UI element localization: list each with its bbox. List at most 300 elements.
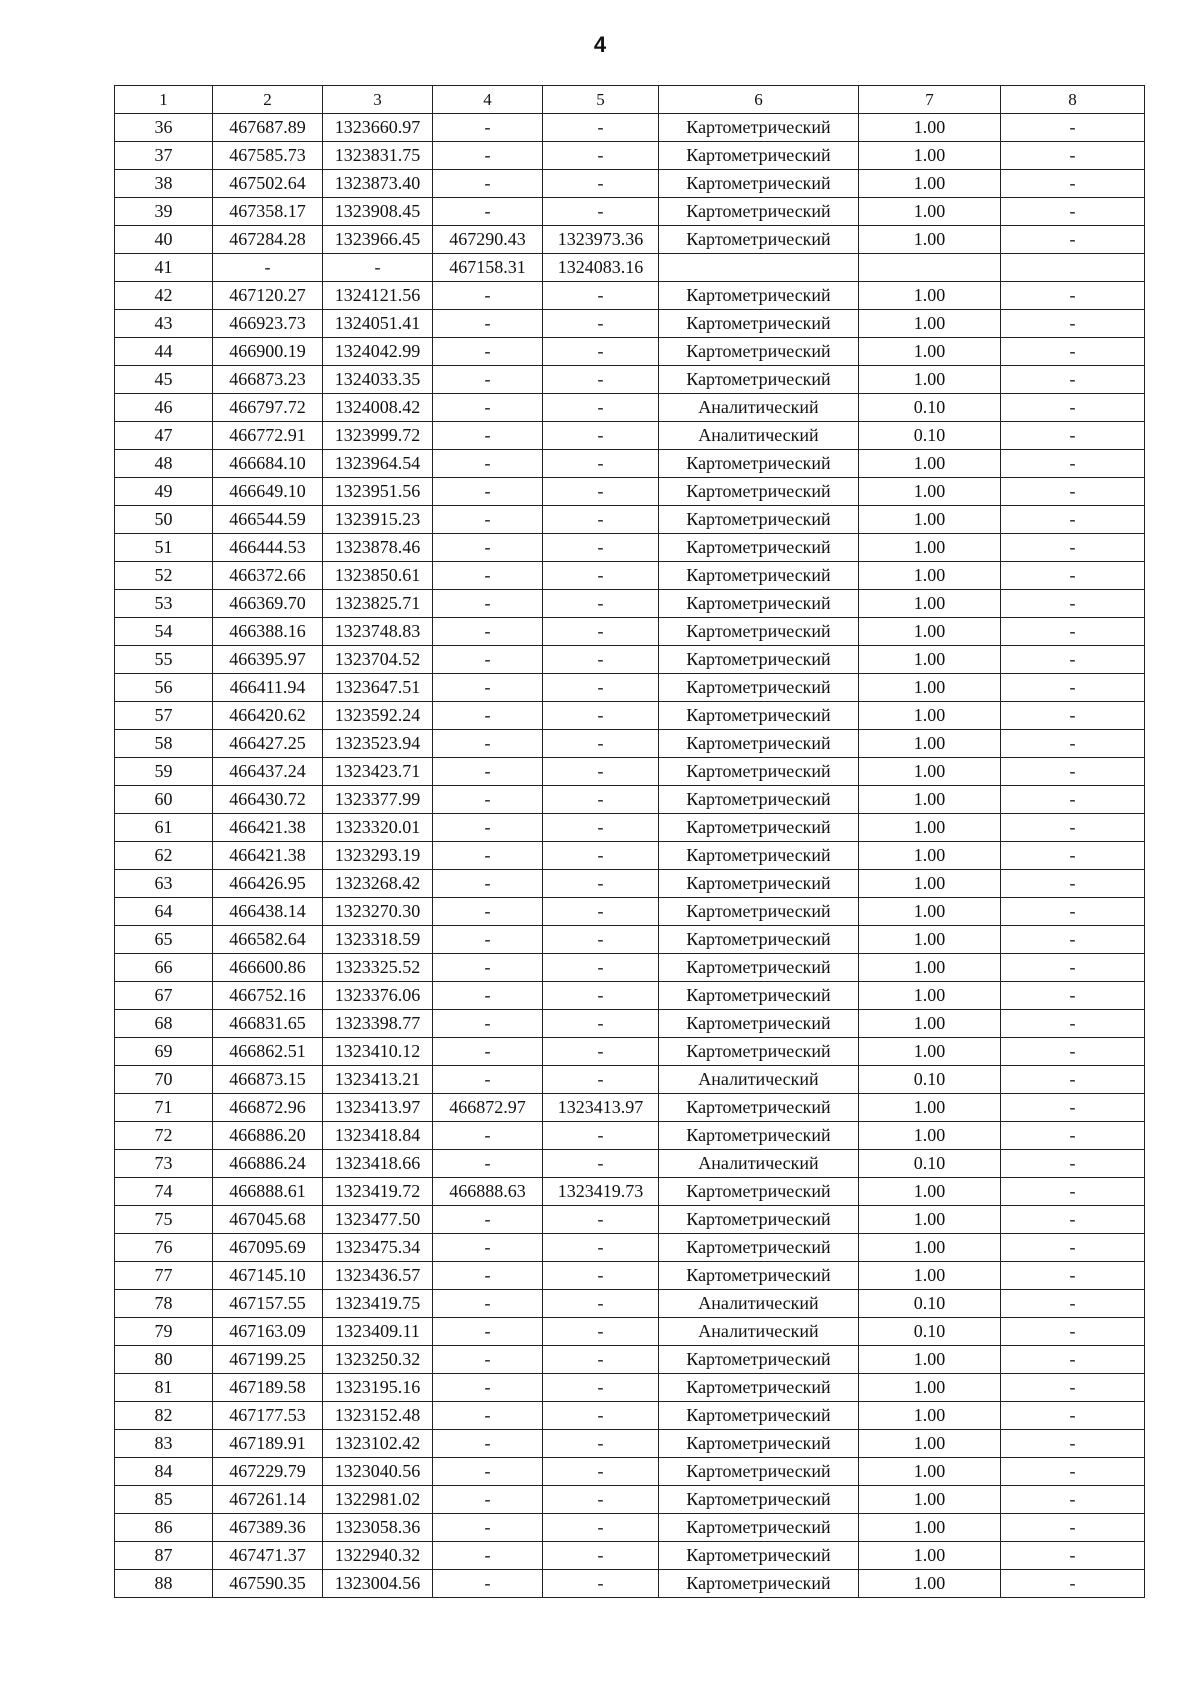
cell-x-coordinate: 467163.09 — [213, 1318, 323, 1346]
cell-point-number: 42 — [115, 282, 213, 310]
cell-accuracy: 1.00 — [859, 1458, 1001, 1486]
cell-y-coordinate: 1323951.56 — [323, 478, 433, 506]
table-row — [115, 1038, 1145, 1066]
cell-accuracy: 1.00 — [859, 1262, 1001, 1290]
cell-point-number: 82 — [115, 1402, 213, 1430]
cell-point-number: 56 — [115, 674, 213, 702]
table-header-row — [115, 86, 1145, 114]
cell-x-coordinate: 467585.73 — [213, 142, 323, 170]
cell-y-coordinate: 1323040.56 — [323, 1458, 433, 1486]
cell-method: Картометрический — [659, 1374, 859, 1402]
table-row — [115, 506, 1145, 534]
table-row — [115, 1262, 1145, 1290]
cell-description: - — [1001, 702, 1145, 730]
table-row — [115, 478, 1145, 506]
table-row — [115, 926, 1145, 954]
cell-x-coordinate: 467177.53 — [213, 1402, 323, 1430]
cell-accuracy: 1.00 — [859, 1570, 1001, 1598]
cell-x-new-coordinate: - — [433, 870, 543, 898]
cell-x-new-coordinate: - — [433, 1010, 543, 1038]
cell-description: - — [1001, 1374, 1145, 1402]
cell-y-coordinate: 1323410.12 — [323, 1038, 433, 1066]
cell-point-number: 47 — [115, 422, 213, 450]
cell-method: Картометрический — [659, 450, 859, 478]
cell-y-coordinate: 1323704.52 — [323, 646, 433, 674]
cell-accuracy: 1.00 — [859, 1514, 1001, 1542]
cell-x-new-coordinate: - — [433, 282, 543, 310]
cell-accuracy: 1.00 — [859, 870, 1001, 898]
table-row — [115, 1430, 1145, 1458]
cell-accuracy: 1.00 — [859, 310, 1001, 338]
cell-x-new-coordinate: - — [433, 1486, 543, 1514]
cell-x-new-coordinate: - — [433, 394, 543, 422]
cell-point-number: 75 — [115, 1206, 213, 1234]
cell-accuracy: 1.00 — [859, 450, 1001, 478]
cell-point-number: 66 — [115, 954, 213, 982]
column-header: 2 — [213, 86, 323, 114]
cell-method: Картометрический — [659, 590, 859, 618]
cell-x-coordinate: 467120.27 — [213, 282, 323, 310]
cell-accuracy: 1.00 — [859, 1178, 1001, 1206]
cell-method: Картометрический — [659, 478, 859, 506]
cell-x-coordinate: 467199.25 — [213, 1346, 323, 1374]
cell-x-coordinate: 466772.91 — [213, 422, 323, 450]
cell-x-coordinate: 467045.68 — [213, 1206, 323, 1234]
cell-method: Картометрический — [659, 226, 859, 254]
cell-accuracy: 1.00 — [859, 590, 1001, 618]
cell-x-coordinate: 466600.86 — [213, 954, 323, 982]
cell-method: Картометрический — [659, 282, 859, 310]
cell-point-number: 40 — [115, 226, 213, 254]
cell-description: - — [1001, 534, 1145, 562]
cell-accuracy: 1.00 — [859, 842, 1001, 870]
cell-y-new-coordinate: - — [543, 114, 659, 142]
cell-x-new-coordinate: - — [433, 730, 543, 758]
table-row — [115, 618, 1145, 646]
cell-x-coordinate: 466427.25 — [213, 730, 323, 758]
cell-x-new-coordinate: - — [433, 618, 543, 646]
cell-y-new-coordinate: - — [543, 1290, 659, 1318]
cell-point-number: 53 — [115, 590, 213, 618]
cell-accuracy: 0.10 — [859, 1318, 1001, 1346]
cell-x-new-coordinate: - — [433, 1402, 543, 1430]
cell-point-number: 59 — [115, 758, 213, 786]
cell-description: - — [1001, 1430, 1145, 1458]
cell-method — [659, 254, 859, 282]
cell-point-number: 83 — [115, 1430, 213, 1458]
cell-method: Картометрический — [659, 338, 859, 366]
cell-x-coordinate: 466923.73 — [213, 310, 323, 338]
cell-y-new-coordinate: - — [543, 1402, 659, 1430]
cell-y-coordinate: 1323423.71 — [323, 758, 433, 786]
cell-x-new-coordinate: - — [433, 366, 543, 394]
cell-y-coordinate: 1323318.59 — [323, 926, 433, 954]
cell-y-coordinate: 1323250.32 — [323, 1346, 433, 1374]
cell-description: - — [1001, 898, 1145, 926]
cell-accuracy: 0.10 — [859, 1066, 1001, 1094]
table-row — [115, 1514, 1145, 1542]
cell-accuracy: 1.00 — [859, 954, 1001, 982]
cell-x-coordinate: 466900.19 — [213, 338, 323, 366]
cell-accuracy: 1.00 — [859, 1374, 1001, 1402]
cell-x-new-coordinate: 467158.31 — [433, 254, 543, 282]
cell-method: Картометрический — [659, 1206, 859, 1234]
cell-description: - — [1001, 1150, 1145, 1178]
cell-method: Картометрический — [659, 1346, 859, 1374]
table-row — [115, 702, 1145, 730]
page-number: 4 — [593, 32, 607, 57]
cell-method: Картометрический — [659, 1542, 859, 1570]
cell-x-new-coordinate: - — [433, 1234, 543, 1262]
cell-description: - — [1001, 1486, 1145, 1514]
cell-point-number: 61 — [115, 814, 213, 842]
cell-x-new-coordinate: - — [433, 1262, 543, 1290]
cell-y-new-coordinate: - — [543, 758, 659, 786]
cell-x-new-coordinate: - — [433, 1066, 543, 1094]
cell-y-coordinate: 1323293.19 — [323, 842, 433, 870]
cell-description: - — [1001, 842, 1145, 870]
table-row — [115, 394, 1145, 422]
cell-method: Картометрический — [659, 1178, 859, 1206]
cell-y-coordinate: 1323660.97 — [323, 114, 433, 142]
cell-description: - — [1001, 1570, 1145, 1598]
cell-point-number: 86 — [115, 1514, 213, 1542]
cell-y-coordinate: 1323419.75 — [323, 1290, 433, 1318]
cell-method: Картометрический — [659, 926, 859, 954]
cell-accuracy: 1.00 — [859, 982, 1001, 1010]
cell-x-coordinate: 467229.79 — [213, 1458, 323, 1486]
cell-y-coordinate: 1323647.51 — [323, 674, 433, 702]
cell-y-new-coordinate: 1323413.97 — [543, 1094, 659, 1122]
cell-x-new-coordinate: - — [433, 506, 543, 534]
cell-method: Картометрический — [659, 506, 859, 534]
cell-accuracy: 1.00 — [859, 1402, 1001, 1430]
cell-x-coordinate: 466421.38 — [213, 842, 323, 870]
cell-x-coordinate: 466395.97 — [213, 646, 323, 674]
cell-method: Картометрический — [659, 142, 859, 170]
cell-method: Картометрический — [659, 898, 859, 926]
table-row — [115, 1290, 1145, 1318]
cell-method: Картометрический — [659, 1094, 859, 1122]
cell-accuracy: 0.10 — [859, 1290, 1001, 1318]
table-row — [115, 898, 1145, 926]
cell-description: - — [1001, 590, 1145, 618]
cell-method: Картометрический — [659, 366, 859, 394]
cell-y-coordinate: 1323398.77 — [323, 1010, 433, 1038]
cell-accuracy: 1.00 — [859, 646, 1001, 674]
table-row — [115, 534, 1145, 562]
cell-y-new-coordinate: - — [543, 1514, 659, 1542]
cell-y-new-coordinate: - — [543, 478, 659, 506]
cell-accuracy: 1.00 — [859, 114, 1001, 142]
table-row — [115, 954, 1145, 982]
cell-description: - — [1001, 1010, 1145, 1038]
table-row — [115, 1178, 1145, 1206]
cell-method: Картометрический — [659, 954, 859, 982]
cell-x-new-coordinate: 467290.43 — [433, 226, 543, 254]
cell-accuracy: 1.00 — [859, 282, 1001, 310]
cell-description: - — [1001, 478, 1145, 506]
cell-x-new-coordinate: - — [433, 310, 543, 338]
cell-y-new-coordinate: - — [543, 618, 659, 646]
cell-x-coordinate: 466420.62 — [213, 702, 323, 730]
table-row — [115, 1234, 1145, 1262]
cell-method: Картометрический — [659, 1570, 859, 1598]
cell-description: - — [1001, 1122, 1145, 1150]
cell-description: - — [1001, 1178, 1145, 1206]
cell-y-new-coordinate: - — [543, 1010, 659, 1038]
cell-accuracy: 1.00 — [859, 702, 1001, 730]
cell-y-new-coordinate: - — [543, 310, 659, 338]
cell-accuracy: 1.00 — [859, 618, 1001, 646]
cell-x-new-coordinate: - — [433, 450, 543, 478]
cell-description: - — [1001, 1262, 1145, 1290]
cell-accuracy: 1.00 — [859, 730, 1001, 758]
cell-x-coordinate: 466886.24 — [213, 1150, 323, 1178]
cell-y-coordinate: 1323873.40 — [323, 170, 433, 198]
cell-x-coordinate: 466372.66 — [213, 562, 323, 590]
cell-point-number: 44 — [115, 338, 213, 366]
cell-method: Картометрический — [659, 982, 859, 1010]
table-row — [115, 198, 1145, 226]
cell-x-new-coordinate: - — [433, 422, 543, 450]
cell-point-number: 74 — [115, 1178, 213, 1206]
cell-accuracy: 1.00 — [859, 1486, 1001, 1514]
cell-accuracy: 1.00 — [859, 1094, 1001, 1122]
cell-y-new-coordinate: - — [543, 898, 659, 926]
cell-x-new-coordinate: - — [433, 646, 543, 674]
table-row — [115, 254, 1145, 282]
cell-description: - — [1001, 562, 1145, 590]
cell-accuracy: 1.00 — [859, 926, 1001, 954]
cell-description: - — [1001, 954, 1145, 982]
cell-description: - — [1001, 1514, 1145, 1542]
cell-accuracy: 1.00 — [859, 1542, 1001, 1570]
cell-point-number: 81 — [115, 1374, 213, 1402]
cell-method: Картометрический — [659, 674, 859, 702]
cell-point-number: 63 — [115, 870, 213, 898]
cell-y-new-coordinate: - — [543, 1066, 659, 1094]
cell-y-coordinate: 1323102.42 — [323, 1430, 433, 1458]
table-row — [115, 1206, 1145, 1234]
cell-accuracy: 1.00 — [859, 814, 1001, 842]
cell-x-coordinate: 466369.70 — [213, 590, 323, 618]
table-row — [115, 1010, 1145, 1038]
cell-y-coordinate: 1323376.06 — [323, 982, 433, 1010]
cell-x-new-coordinate: - — [433, 674, 543, 702]
cell-x-new-coordinate: - — [433, 982, 543, 1010]
cell-y-new-coordinate: - — [543, 282, 659, 310]
table-row — [115, 1570, 1145, 1598]
cell-y-coordinate: 1323748.83 — [323, 618, 433, 646]
cell-accuracy: 1.00 — [859, 142, 1001, 170]
cell-y-new-coordinate: - — [543, 870, 659, 898]
cell-method: Картометрический — [659, 1486, 859, 1514]
cell-point-number: 55 — [115, 646, 213, 674]
cell-y-new-coordinate: - — [543, 338, 659, 366]
cell-accuracy: 1.00 — [859, 366, 1001, 394]
cell-description: - — [1001, 114, 1145, 142]
cell-accuracy — [859, 254, 1001, 282]
cell-y-new-coordinate: - — [543, 1038, 659, 1066]
cell-x-coordinate: 466388.16 — [213, 618, 323, 646]
cell-description: - — [1001, 282, 1145, 310]
table-row — [115, 1402, 1145, 1430]
cell-point-number: 77 — [115, 1262, 213, 1290]
cell-point-number: 36 — [115, 114, 213, 142]
cell-accuracy: 1.00 — [859, 1206, 1001, 1234]
cell-description: - — [1001, 1094, 1145, 1122]
cell-point-number: 41 — [115, 254, 213, 282]
cell-x-new-coordinate: - — [433, 842, 543, 870]
cell-point-number: 49 — [115, 478, 213, 506]
table-row — [115, 226, 1145, 254]
cell-description: - — [1001, 142, 1145, 170]
cell-y-coordinate: 1323964.54 — [323, 450, 433, 478]
cell-y-new-coordinate: - — [543, 1430, 659, 1458]
cell-y-coordinate: 1322940.32 — [323, 1542, 433, 1570]
cell-x-new-coordinate: - — [433, 1458, 543, 1486]
cell-method: Картометрический — [659, 1514, 859, 1542]
cell-y-coordinate: 1323908.45 — [323, 198, 433, 226]
cell-method: Картометрический — [659, 730, 859, 758]
cell-x-new-coordinate: - — [433, 926, 543, 954]
table-row — [115, 646, 1145, 674]
cell-y-new-coordinate: - — [543, 422, 659, 450]
cell-method: Картометрический — [659, 1262, 859, 1290]
cell-description: - — [1001, 926, 1145, 954]
cell-description: - — [1001, 786, 1145, 814]
cell-y-new-coordinate: - — [543, 142, 659, 170]
cell-description: - — [1001, 674, 1145, 702]
cell-method: Картометрический — [659, 562, 859, 590]
cell-method: Картометрический — [659, 1430, 859, 1458]
cell-x-new-coordinate: - — [433, 1318, 543, 1346]
table-row — [115, 114, 1145, 142]
cell-y-coordinate: 1323409.11 — [323, 1318, 433, 1346]
cell-accuracy: 1.00 — [859, 562, 1001, 590]
cell-point-number: 54 — [115, 618, 213, 646]
table-row — [115, 310, 1145, 338]
cell-x-coordinate: 467284.28 — [213, 226, 323, 254]
cell-method: Картометрический — [659, 114, 859, 142]
cell-point-number: 52 — [115, 562, 213, 590]
cell-x-coordinate: 466649.10 — [213, 478, 323, 506]
cell-x-coordinate: 466444.53 — [213, 534, 323, 562]
table-row — [115, 562, 1145, 590]
table-row — [115, 730, 1145, 758]
cell-y-new-coordinate: - — [543, 1346, 659, 1374]
cell-y-new-coordinate: - — [543, 1122, 659, 1150]
cell-method: Картометрический — [659, 198, 859, 226]
cell-y-new-coordinate: - — [543, 1206, 659, 1234]
cell-accuracy: 1.00 — [859, 506, 1001, 534]
cell-point-number: 64 — [115, 898, 213, 926]
cell-description: - — [1001, 982, 1145, 1010]
cell-y-new-coordinate: - — [543, 1458, 659, 1486]
cell-y-coordinate: 1323418.66 — [323, 1150, 433, 1178]
cell-point-number: 50 — [115, 506, 213, 534]
table-row — [115, 1122, 1145, 1150]
cell-y-coordinate: 1324008.42 — [323, 394, 433, 422]
cell-y-new-coordinate: - — [543, 562, 659, 590]
cell-x-coordinate: 466544.59 — [213, 506, 323, 534]
cell-x-coordinate: 467189.91 — [213, 1430, 323, 1458]
cell-x-new-coordinate: 466872.97 — [433, 1094, 543, 1122]
cell-method: Аналитический — [659, 422, 859, 450]
column-header: 3 — [323, 86, 433, 114]
cell-x-new-coordinate: - — [433, 478, 543, 506]
cell-x-coordinate: 466421.38 — [213, 814, 323, 842]
cell-y-coordinate: 1323058.36 — [323, 1514, 433, 1542]
coordinates-table-container — [114, 85, 1144, 1598]
cell-x-coordinate: 466831.65 — [213, 1010, 323, 1038]
cell-accuracy: 1.00 — [859, 786, 1001, 814]
cell-y-coordinate: 1324042.99 — [323, 338, 433, 366]
cell-y-new-coordinate: - — [543, 450, 659, 478]
cell-method: Картометрический — [659, 1234, 859, 1262]
cell-x-new-coordinate: - — [433, 1290, 543, 1318]
cell-accuracy: 0.10 — [859, 1150, 1001, 1178]
cell-method: Аналитический — [659, 394, 859, 422]
cell-description: - — [1001, 310, 1145, 338]
cell-y-new-coordinate: - — [543, 646, 659, 674]
cell-y-coordinate: 1323477.50 — [323, 1206, 433, 1234]
cell-x-new-coordinate: - — [433, 1542, 543, 1570]
cell-y-coordinate: 1324051.41 — [323, 310, 433, 338]
cell-description: - — [1001, 506, 1145, 534]
cell-x-new-coordinate: - — [433, 1038, 543, 1066]
cell-accuracy: 0.10 — [859, 394, 1001, 422]
cell-y-coordinate: - — [323, 254, 433, 282]
cell-y-new-coordinate: - — [543, 702, 659, 730]
cell-x-coordinate: 466426.95 — [213, 870, 323, 898]
cell-accuracy: 1.00 — [859, 1430, 1001, 1458]
cell-y-coordinate: 1323195.16 — [323, 1374, 433, 1402]
cell-y-new-coordinate: - — [543, 170, 659, 198]
cell-x-new-coordinate: - — [433, 170, 543, 198]
table-body — [115, 114, 1145, 1598]
cell-y-new-coordinate: - — [543, 842, 659, 870]
cell-x-new-coordinate: 466888.63 — [433, 1178, 543, 1206]
cell-y-coordinate: 1323831.75 — [323, 142, 433, 170]
cell-y-coordinate: 1323377.99 — [323, 786, 433, 814]
cell-point-number: 45 — [115, 366, 213, 394]
cell-description: - — [1001, 1206, 1145, 1234]
cell-y-coordinate: 1323592.24 — [323, 702, 433, 730]
cell-description: - — [1001, 618, 1145, 646]
table-row — [115, 450, 1145, 478]
cell-point-number: 51 — [115, 534, 213, 562]
cell-y-new-coordinate: - — [543, 1570, 659, 1598]
cell-accuracy: 1.00 — [859, 674, 1001, 702]
table-row — [115, 1318, 1145, 1346]
table-row — [115, 982, 1145, 1010]
cell-x-new-coordinate: - — [433, 534, 543, 562]
cell-x-coordinate: 466752.16 — [213, 982, 323, 1010]
cell-x-new-coordinate: - — [433, 1346, 543, 1374]
cell-x-coordinate: 466411.94 — [213, 674, 323, 702]
cell-method: Картометрический — [659, 702, 859, 730]
cell-point-number: 67 — [115, 982, 213, 1010]
cell-method: Картометрический — [659, 842, 859, 870]
cell-accuracy: 1.00 — [859, 170, 1001, 198]
table-row — [115, 338, 1145, 366]
cell-description: - — [1001, 366, 1145, 394]
cell-description: - — [1001, 198, 1145, 226]
cell-x-coordinate: 467471.37 — [213, 1542, 323, 1570]
cell-description: - — [1001, 170, 1145, 198]
